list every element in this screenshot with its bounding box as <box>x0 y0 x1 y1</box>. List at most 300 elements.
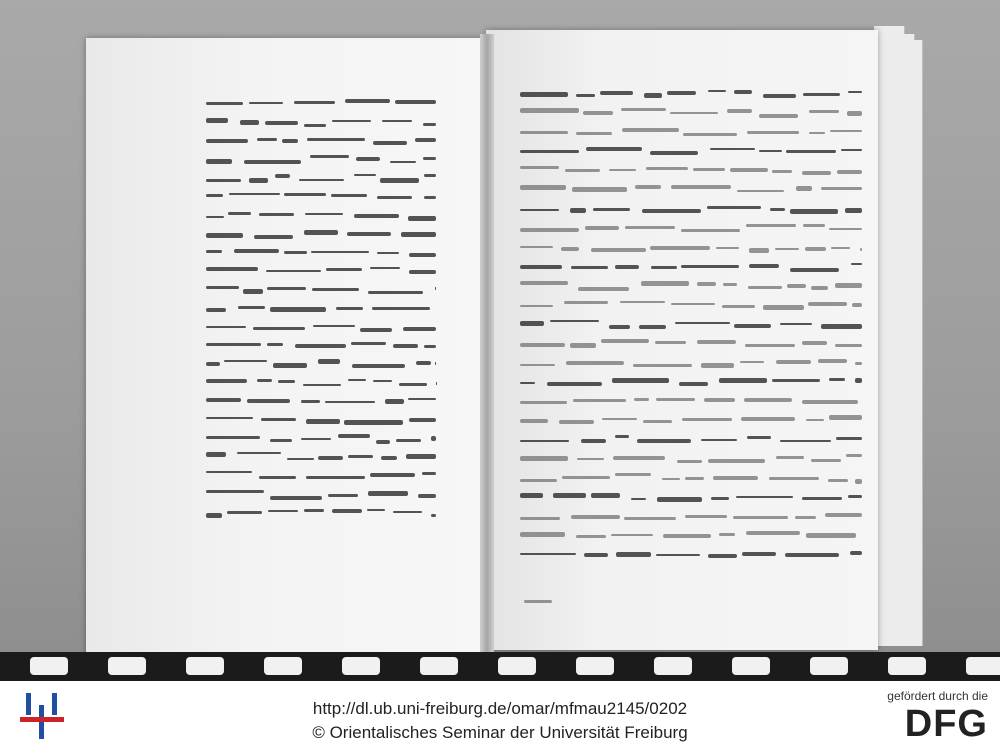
handwritten-stroke <box>520 419 548 423</box>
handwritten-stroke <box>576 94 596 97</box>
handwritten-stroke <box>206 362 220 365</box>
handwritten-stroke <box>368 291 423 294</box>
handwritten-stroke <box>303 384 341 386</box>
dfg-logo: DFG <box>904 703 988 745</box>
handwritten-stroke <box>312 288 360 291</box>
handwritten-stroke <box>737 190 785 192</box>
handwritten-stroke <box>206 267 258 270</box>
handwritten-stroke <box>671 185 731 189</box>
handwritten-stroke <box>651 266 677 269</box>
handwritten-stroke <box>806 419 824 422</box>
handwritten-stroke <box>328 494 358 498</box>
handwritten-stroke <box>795 516 817 519</box>
handwritten-stroke <box>802 497 842 500</box>
handwritten-stroke <box>601 339 649 343</box>
handwritten-stroke <box>790 209 838 213</box>
handwritten-stroke <box>708 459 765 463</box>
handwritten-stroke <box>639 325 666 330</box>
handwritten-stroke <box>418 494 436 498</box>
handwritten-stroke <box>624 517 677 519</box>
document-url[interactable]: http://dl.ub.uni-freiburg.de/omar/mfmau2145/0202 <box>312 699 688 718</box>
handwritten-stroke <box>616 552 651 557</box>
handwritten-stroke <box>385 399 404 403</box>
handwritten-stroke <box>393 344 418 348</box>
handwritten-stroke <box>547 382 602 386</box>
catchword-mark <box>524 600 552 603</box>
handwritten-stroke <box>267 343 283 346</box>
handwritten-stroke <box>772 379 820 382</box>
handwritten-stroke <box>253 327 305 331</box>
film-perforation <box>420 657 458 675</box>
handwritten-stroke <box>259 476 296 480</box>
handwritten-stroke <box>206 179 241 183</box>
handwritten-stroke <box>416 361 431 365</box>
handwritten-stroke <box>266 270 321 272</box>
handwritten-stroke <box>401 232 436 237</box>
handwritten-stroke <box>565 169 599 172</box>
handwritten-stroke <box>206 326 246 328</box>
handwritten-stroke <box>206 118 228 123</box>
handwritten-stroke <box>570 343 596 348</box>
handwritten-stroke <box>249 102 283 104</box>
handwritten-stroke <box>583 111 612 116</box>
handwritten-stroke <box>424 196 436 199</box>
handwritten-stroke <box>637 439 691 443</box>
handwritten-stroke <box>831 247 850 250</box>
handwritten-stroke <box>270 307 326 311</box>
handwritten-stroke <box>206 216 224 218</box>
handwritten-stroke <box>615 265 639 269</box>
handwritten-stroke <box>424 345 436 348</box>
handwritten-stroke <box>390 161 416 163</box>
handwritten-stroke <box>206 398 241 402</box>
handwritten-stroke <box>829 228 862 230</box>
handwritten-stroke <box>325 401 375 404</box>
handwritten-stroke <box>520 228 579 232</box>
handwritten-stroke <box>625 226 675 230</box>
handwritten-stroke <box>259 213 293 217</box>
handwritten-stroke <box>275 174 290 178</box>
handwritten-stroke <box>615 435 629 438</box>
handwritten-stroke <box>776 360 811 363</box>
handwritten-stroke <box>415 138 436 142</box>
handwritten-stroke <box>284 251 307 254</box>
handwritten-stroke <box>409 418 436 423</box>
handwritten-stroke <box>740 361 764 364</box>
handwritten-stroke <box>273 363 307 368</box>
handwritten-stroke <box>663 534 712 538</box>
handwritten-stroke <box>772 170 791 173</box>
handwritten-stroke <box>265 121 298 125</box>
handwritten-stroke <box>304 509 325 512</box>
handwritten-stroke <box>520 456 568 461</box>
handwritten-stroke <box>423 157 436 159</box>
handwritten-stroke <box>704 398 735 402</box>
handwritten-stroke <box>282 139 298 143</box>
handwritten-stroke <box>376 440 390 444</box>
handwritten-stroke <box>373 141 407 144</box>
film-perforation <box>966 657 1000 675</box>
handwritten-stroke <box>677 460 702 464</box>
handwritten-stroke <box>382 120 412 122</box>
handwritten-stroke <box>520 246 553 248</box>
handwritten-stroke <box>667 91 696 95</box>
handwritten-stroke <box>257 379 272 381</box>
handwritten-stroke <box>847 111 862 115</box>
film-perforation <box>498 657 536 675</box>
handwritten-stroke <box>206 250 222 253</box>
handwritten-stroke <box>633 364 691 367</box>
handwritten-stroke <box>697 282 716 286</box>
handwritten-stroke <box>769 477 819 480</box>
handwritten-stroke <box>307 138 365 141</box>
funding-label: gefördert durch die <box>887 689 988 703</box>
handwritten-stroke <box>206 417 253 419</box>
handwritten-stroke <box>642 209 702 212</box>
handwritten-stroke <box>270 496 322 500</box>
handwritten-stroke <box>572 187 627 192</box>
film-perforation <box>576 657 614 675</box>
handwritten-stroke <box>206 286 239 289</box>
handwritten-stroke <box>713 476 758 480</box>
handwritten-stroke <box>566 361 624 365</box>
handwritten-stroke <box>228 212 251 214</box>
handwritten-stroke <box>741 417 794 421</box>
handwritten-stroke <box>249 178 269 183</box>
handwritten-stroke <box>254 235 293 239</box>
handwritten-stroke <box>240 120 260 125</box>
handwritten-stroke <box>836 437 862 440</box>
handwritten-stroke <box>206 436 260 439</box>
handwritten-stroke <box>860 248 862 250</box>
handwritten-stroke <box>206 139 248 143</box>
handwritten-stroke <box>780 323 812 326</box>
handwritten-stroke <box>850 551 862 555</box>
film-perforation <box>888 657 926 675</box>
handwritten-stroke <box>224 360 267 362</box>
handwritten-stroke <box>270 439 292 443</box>
handwritten-stroke <box>345 99 389 102</box>
handwritten-stroke <box>593 208 630 211</box>
handwritten-stroke <box>520 166 559 168</box>
handwritten-stroke <box>431 436 436 441</box>
handwritten-stroke <box>701 439 737 441</box>
handwritten-stroke <box>730 168 768 172</box>
film-perforation <box>342 657 380 675</box>
handwritten-stroke <box>395 100 436 104</box>
handwritten-stroke <box>612 378 669 383</box>
handwritten-stroke <box>808 302 848 306</box>
handwritten-stroke <box>835 344 862 347</box>
handwritten-stroke <box>561 247 579 251</box>
handwritten-stroke <box>244 160 301 164</box>
handwritten-stroke <box>318 456 342 460</box>
handwritten-stroke <box>368 491 408 495</box>
handwritten-stroke <box>708 554 736 558</box>
handwritten-stroke <box>746 531 800 535</box>
handwritten-stroke <box>520 440 569 442</box>
handwritten-stroke <box>679 382 709 386</box>
handwritten-stroke <box>829 378 845 381</box>
handwritten-stroke <box>571 266 608 269</box>
handwritten-stroke <box>586 147 642 151</box>
handwritten-stroke <box>620 301 665 303</box>
handwritten-stroke <box>550 320 598 322</box>
handwritten-stroke <box>671 303 716 305</box>
handwritten-stroke <box>656 398 696 400</box>
handwritten-stroke <box>825 513 862 516</box>
handwritten-stroke <box>408 216 436 221</box>
handwritten-stroke <box>520 92 568 97</box>
handwritten-stroke <box>733 516 788 518</box>
handwritten-stroke <box>802 400 858 403</box>
handwritten-stroke <box>520 553 576 555</box>
handwritten-stroke <box>846 454 862 457</box>
handwritten-stroke <box>802 171 831 176</box>
handwritten-stroke <box>697 340 736 343</box>
handwritten-stroke <box>570 208 586 212</box>
handwritten-stroke <box>234 249 278 253</box>
handwritten-stroke <box>802 341 827 345</box>
handwritten-stroke <box>776 456 803 459</box>
handwritten-stroke <box>796 186 812 191</box>
handwritten-stroke <box>573 399 626 402</box>
handwritten-stroke <box>656 554 699 556</box>
handwritten-stroke <box>681 265 739 268</box>
handwritten-stroke <box>655 341 685 345</box>
handwritten-stroke <box>332 509 362 513</box>
handwritten-stroke <box>299 179 343 182</box>
handwritten-stroke <box>811 286 828 289</box>
handwritten-stroke <box>837 170 862 174</box>
handwritten-stroke <box>685 477 705 480</box>
handwritten-stroke <box>261 418 295 420</box>
handwritten-stroke <box>206 159 232 164</box>
page-stack-edge <box>884 40 923 646</box>
handwritten-stroke <box>657 497 702 502</box>
handwritten-stroke <box>206 102 243 104</box>
handwritten-stroke <box>318 359 340 364</box>
handwritten-stroke <box>613 456 665 460</box>
handwritten-stroke <box>206 490 264 493</box>
handwritten-stroke <box>591 248 646 252</box>
handwritten-stroke <box>734 90 753 95</box>
handwritten-stroke <box>745 344 795 346</box>
handwritten-stroke <box>727 109 752 113</box>
handwritten-stroke <box>852 303 862 307</box>
handwritten-stroke <box>747 131 798 134</box>
handwritten-stroke <box>763 94 795 99</box>
handwritten-stroke <box>520 185 566 190</box>
handwritten-stroke <box>734 324 771 328</box>
handwritten-stroke <box>811 459 841 463</box>
handwritten-stroke <box>748 286 782 289</box>
handwritten-stroke <box>763 305 804 310</box>
handwritten-stroke <box>520 321 544 326</box>
handwritten-stroke <box>348 379 366 381</box>
handwritten-stroke <box>749 248 769 253</box>
handwritten-stroke <box>326 268 362 271</box>
handwritten-stroke <box>650 246 710 249</box>
handwritten-stroke <box>356 157 380 161</box>
handwritten-stroke <box>520 305 553 307</box>
handwritten-stroke <box>257 138 277 141</box>
handwritten-stroke <box>609 169 636 171</box>
handwritten-stroke <box>591 493 620 498</box>
handwritten-stroke <box>520 532 565 536</box>
handwritten-stroke <box>818 359 847 363</box>
handwritten-stroke <box>553 493 586 498</box>
handwritten-stroke <box>848 91 862 94</box>
handwritten-stroke <box>306 476 365 479</box>
handwritten-stroke <box>770 208 785 211</box>
handwritten-stroke <box>631 498 646 501</box>
handwritten-stroke <box>786 150 835 153</box>
handwritten-stroke <box>380 178 419 183</box>
handwritten-stroke <box>370 473 415 477</box>
handwritten-stroke <box>830 130 862 132</box>
handwritten-stroke <box>520 493 543 498</box>
handwritten-stroke <box>787 284 806 288</box>
handwritten-stroke <box>848 495 862 498</box>
handwritten-stroke <box>372 307 430 310</box>
handwritten-stroke <box>409 270 436 275</box>
handwritten-stroke <box>835 283 862 287</box>
handwritten-stroke <box>424 174 436 177</box>
handwritten-stroke <box>336 307 363 309</box>
handwritten-stroke <box>621 108 665 111</box>
handwritten-stroke <box>267 287 306 290</box>
handwritten-stroke <box>520 131 568 134</box>
handwritten-stroke <box>722 305 755 309</box>
film-perforation <box>186 657 224 675</box>
film-perforation <box>810 657 848 675</box>
film-perforation <box>30 657 68 675</box>
handwritten-stroke <box>759 114 798 118</box>
handwritten-stroke <box>360 328 391 332</box>
handwritten-stroke <box>520 382 535 384</box>
handwritten-stroke <box>344 420 402 425</box>
handwritten-stroke <box>716 247 739 249</box>
handwritten-stroke <box>682 418 732 421</box>
film-perforation <box>264 657 302 675</box>
handwritten-stroke <box>643 420 672 423</box>
handwritten-stroke <box>520 209 559 211</box>
handwritten-stroke <box>206 513 222 518</box>
handwritten-stroke <box>790 268 840 272</box>
handwritten-stroke <box>683 133 737 136</box>
handwritten-stroke <box>238 306 265 309</box>
handwritten-stroke <box>284 193 327 196</box>
footer <box>0 681 1000 751</box>
handwritten-stroke <box>377 196 412 199</box>
handwritten-stroke <box>564 301 608 304</box>
handwritten-stroke <box>399 383 427 386</box>
handwritten-stroke <box>373 380 392 382</box>
handwritten-stroke <box>821 187 862 189</box>
handwritten-stroke <box>855 362 862 364</box>
handwritten-stroke <box>803 93 840 97</box>
handwritten-stroke <box>670 112 718 114</box>
handwritten-stroke <box>693 168 725 170</box>
handwritten-stroke <box>828 479 848 483</box>
handwritten-stroke <box>681 229 740 232</box>
handwritten-stroke <box>304 230 338 235</box>
handwritten-stroke <box>423 123 436 126</box>
handwritten-stroke <box>294 101 335 104</box>
handwritten-stroke <box>803 224 825 227</box>
handwritten-stroke <box>855 479 862 484</box>
handwritten-stroke <box>829 415 862 420</box>
handwritten-stroke <box>685 515 727 517</box>
handwritten-stroke <box>805 247 826 251</box>
handwritten-stroke <box>435 362 436 365</box>
handwritten-stroke <box>785 553 840 557</box>
handwritten-stroke <box>635 185 660 188</box>
handwritten-stroke <box>615 473 651 476</box>
handwritten-stroke <box>301 438 331 440</box>
handwritten-stroke <box>520 364 555 366</box>
handwritten-stroke <box>331 194 367 196</box>
handwritten-stroke <box>821 324 862 329</box>
film-perforation <box>732 657 770 675</box>
handwritten-stroke <box>841 149 862 151</box>
handwritten-stroke <box>313 325 355 327</box>
handwritten-stroke <box>243 289 263 294</box>
handwritten-stroke <box>247 399 289 402</box>
handwritten-stroke <box>744 398 792 402</box>
handwritten-stroke <box>641 281 690 286</box>
handwritten-stroke <box>701 363 734 368</box>
handwritten-stroke <box>562 476 610 480</box>
book-gutter <box>480 34 494 664</box>
handwritten-stroke <box>435 287 436 289</box>
handwritten-stroke <box>711 497 729 499</box>
handwritten-stroke <box>310 155 350 158</box>
handwritten-stroke <box>742 552 775 557</box>
handwritten-stroke <box>723 283 737 285</box>
handwritten-stroke <box>576 535 606 538</box>
handwritten-stroke <box>576 132 613 134</box>
handwritten-stroke <box>609 325 631 329</box>
handwritten-stroke <box>206 379 247 383</box>
handwritten-stroke <box>409 253 436 257</box>
handwritten-stroke <box>708 90 726 92</box>
handwritten-stroke <box>780 440 832 442</box>
handwritten-stroke <box>304 124 326 127</box>
handwritten-stroke <box>520 281 568 285</box>
handwritten-stroke <box>650 151 698 156</box>
handwritten-stroke <box>520 479 557 482</box>
handwritten-stroke <box>600 91 633 95</box>
handwritten-stroke <box>306 419 340 423</box>
handwritten-stroke <box>381 456 396 460</box>
handwritten-stroke <box>578 287 629 291</box>
handwritten-stroke <box>855 378 862 383</box>
handwritten-stroke <box>338 434 369 438</box>
handwritten-stroke <box>206 194 223 197</box>
handwritten-stroke <box>206 308 226 312</box>
handwritten-stroke <box>809 132 825 134</box>
handwritten-stroke <box>520 343 565 348</box>
handwritten-stroke <box>749 264 778 268</box>
handwritten-stroke <box>520 150 579 153</box>
handwritten-stroke <box>581 439 606 444</box>
handwritten-stroke <box>311 251 369 253</box>
handwritten-stroke <box>422 472 436 475</box>
copyright-notice: © Orientalisches Seminar der Universität Freiburg <box>312 723 688 742</box>
handwritten-stroke <box>520 401 567 404</box>
